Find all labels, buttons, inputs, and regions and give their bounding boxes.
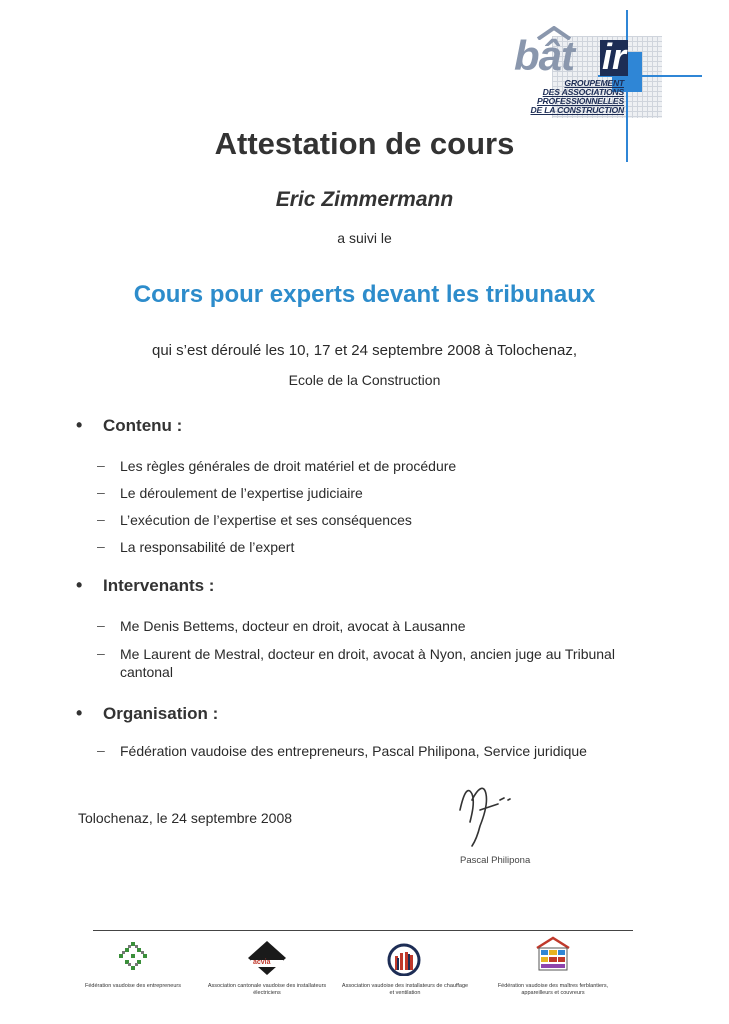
list-item: Me Denis Bettems, docteur en droit, avocat à Lausanne [120, 618, 466, 634]
list-item: Le déroulement de l’expertise judiciaire [120, 485, 363, 501]
fvmf-logo-icon [533, 936, 573, 972]
list-dash: – [97, 617, 105, 633]
list-item: Me Laurent de Mestral, docteur en droit, avocat à Nyon, ancien juge au Tribunal cantonal [120, 646, 615, 680]
section-bullet: • [76, 415, 83, 435]
list-dash: – [97, 511, 105, 527]
acvia-logo-icon [247, 940, 287, 976]
acvia-logo-text: acvia [253, 959, 271, 966]
list-item: La responsabilité de l’expert [120, 539, 295, 555]
footer-caption: Association vaudoise des installateurs de chauffage et ventilation [341, 983, 469, 996]
fve-logo-icon [113, 940, 153, 976]
section-title-intervenants: Intervenants : [103, 576, 215, 595]
course-dates: qui s’est déroulé les 10, 17 et 24 septembre 2008 à Tolochenaz, [151, 342, 577, 359]
section-bullet: • [76, 703, 83, 723]
section-title-contenu: Contenu : [103, 416, 183, 435]
page-title: Attestation de cours [214, 126, 515, 161]
recipient-name: Eric Zimmermann [275, 188, 454, 211]
footer-caption: Fédération vaudoise des entrepreneurs [84, 983, 181, 989]
course-title: Cours pour experts devant les tribunaux [133, 281, 596, 308]
logo-wordmark: bât [514, 32, 574, 79]
section-title-organisation: Organisation : [103, 704, 219, 723]
section-bullet: • [76, 575, 83, 595]
list-item: L’exécution de l’expertise et ses conséquences [120, 512, 412, 528]
list-dash: – [97, 742, 105, 758]
list-dash: – [97, 457, 105, 473]
footer-divider [93, 930, 633, 931]
list-item: Les règles générales de droit matériel et de procédure [120, 458, 457, 474]
place-date: Tolochenaz, le 24 septembre 2008 [78, 810, 293, 826]
signer-name: Pascal Philipona [460, 855, 531, 866]
footer-caption: Association cantonale vaudoise des installateurs électriciens [207, 983, 327, 996]
signature-image [450, 770, 550, 850]
course-location: Ecole de la Construction [288, 372, 441, 388]
list-item: Fédération vaudoise des entrepreneurs, Pascal Philipona, Service juridique [120, 743, 587, 759]
list-dash: – [97, 645, 105, 661]
footer-caption: Fédération vaudoise des maîtres ferblantiers, appareilleurs et couvreurs [497, 983, 609, 996]
list-dash: – [97, 538, 105, 554]
logo-tagline: GROUPEMENT DES ASSOCIATIONS PROFESSIONNELLES DE LA CONSTRUCTION [530, 78, 624, 115]
avcv-logo-icon [384, 940, 424, 976]
logo-ir: ir [602, 36, 627, 77]
list-dash: – [97, 484, 105, 500]
followed-text: a suivi le [337, 230, 392, 246]
